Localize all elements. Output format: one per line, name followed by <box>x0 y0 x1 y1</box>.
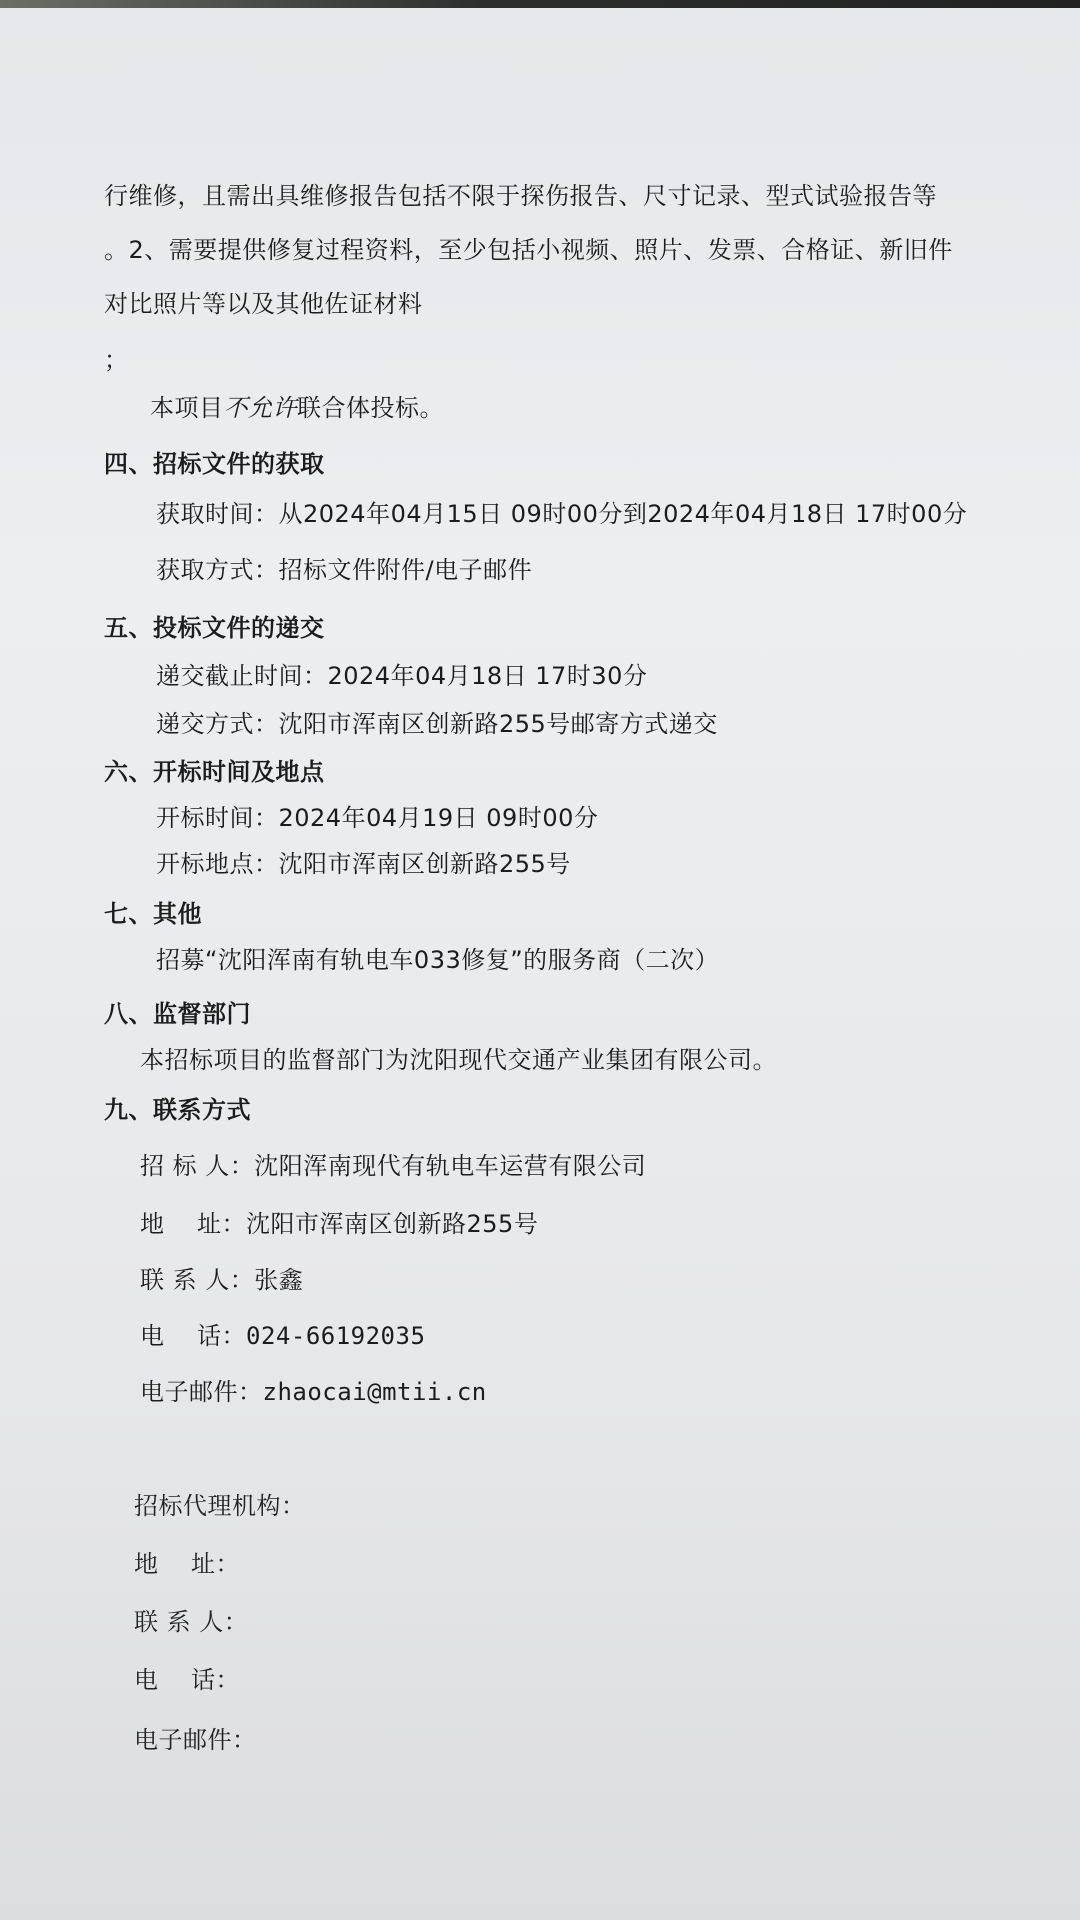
agency-email-label: 电子邮件： <box>134 1726 257 1754</box>
tenderer-value: 沈阳浑南现代有轨电车运营有限公司 <box>254 1152 647 1180</box>
phone-value: 024-66192035 <box>246 1322 426 1350</box>
acquisition-time: 获取时间：从2024年04月15日 09时00分到2024年04月18日 17时00分 <box>156 500 968 528</box>
contact-row-phone <box>140 1320 425 1352</box>
email-label: 电子邮件： <box>140 1378 263 1406</box>
paragraph-line: ； <box>104 346 129 374</box>
section-heading: 六、开标时间及地点 <box>104 758 325 786</box>
phone-label: 电 话： <box>140 1322 247 1350</box>
submission-method: 递交方式：沈阳市浑南区创新路255号邮寄方式递交 <box>156 710 718 738</box>
contact-row-email <box>140 1376 487 1408</box>
section-heading: 九、联系方式 <box>104 1096 251 1124</box>
paragraph-line: 行维修，且需出具维修报告包括不限于探伤报告、尺寸记录、型式试验报告等 <box>104 182 937 210</box>
contact-label: 联 系 人： <box>140 1266 255 1294</box>
other-info: 招募“沈阳浑南有轨电车033修复”的服务商（二次） <box>156 946 720 974</box>
agency-address-label: 地 址： <box>134 1550 241 1578</box>
acquisition-method: 获取方式：招标文件附件/电子邮件 <box>156 556 533 584</box>
paragraph-line: 对比照片等以及其他佐证材料 <box>104 290 423 318</box>
address-label: 地 址： <box>140 1210 247 1238</box>
section-heading: 五、投标文件的递交 <box>104 614 325 642</box>
document-page <box>0 8 1080 1920</box>
consortium-statement <box>150 392 444 424</box>
supervision-info: 本招标项目的监督部门为沈阳现代交通产业集团有限公司。 <box>140 1046 777 1074</box>
contact-row-address <box>140 1208 538 1240</box>
paragraph-line: 。2、需要提供修复过程资料，至少包括小视频、照片、发票、合格证、新旧件 <box>104 236 953 264</box>
opening-location: 开标地点：沈阳市浑南区创新路255号 <box>156 850 571 878</box>
tenderer-label: 招 标 人： <box>140 1152 255 1180</box>
address-value: 沈阳市浑南区创新路255号 <box>246 1210 539 1238</box>
section-heading: 四、招标文件的获取 <box>104 450 325 478</box>
agency-title: 招标代理机构： <box>134 1492 306 1520</box>
consortium-pre: 本项目 <box>150 394 224 422</box>
contact-row-tenderer <box>140 1150 646 1182</box>
opening-time: 开标时间：2024年04月19日 09时00分 <box>156 804 599 832</box>
agency-phone-label: 电 话： <box>134 1666 241 1694</box>
email-value: zhaocai@mtii.cn <box>262 1378 487 1406</box>
section-heading: 八、监督部门 <box>104 1000 251 1028</box>
agency-contact-label: 联 系 人： <box>134 1608 249 1636</box>
submission-deadline: 递交截止时间：2024年04月18日 17时30分 <box>156 662 648 690</box>
consortium-post: 联合体投标。 <box>297 394 444 422</box>
section-heading: 七、其他 <box>104 900 202 928</box>
contact-row-person <box>140 1264 303 1296</box>
contact-value: 张鑫 <box>254 1266 304 1294</box>
consortium-emphasis: 不允许 <box>223 394 297 422</box>
